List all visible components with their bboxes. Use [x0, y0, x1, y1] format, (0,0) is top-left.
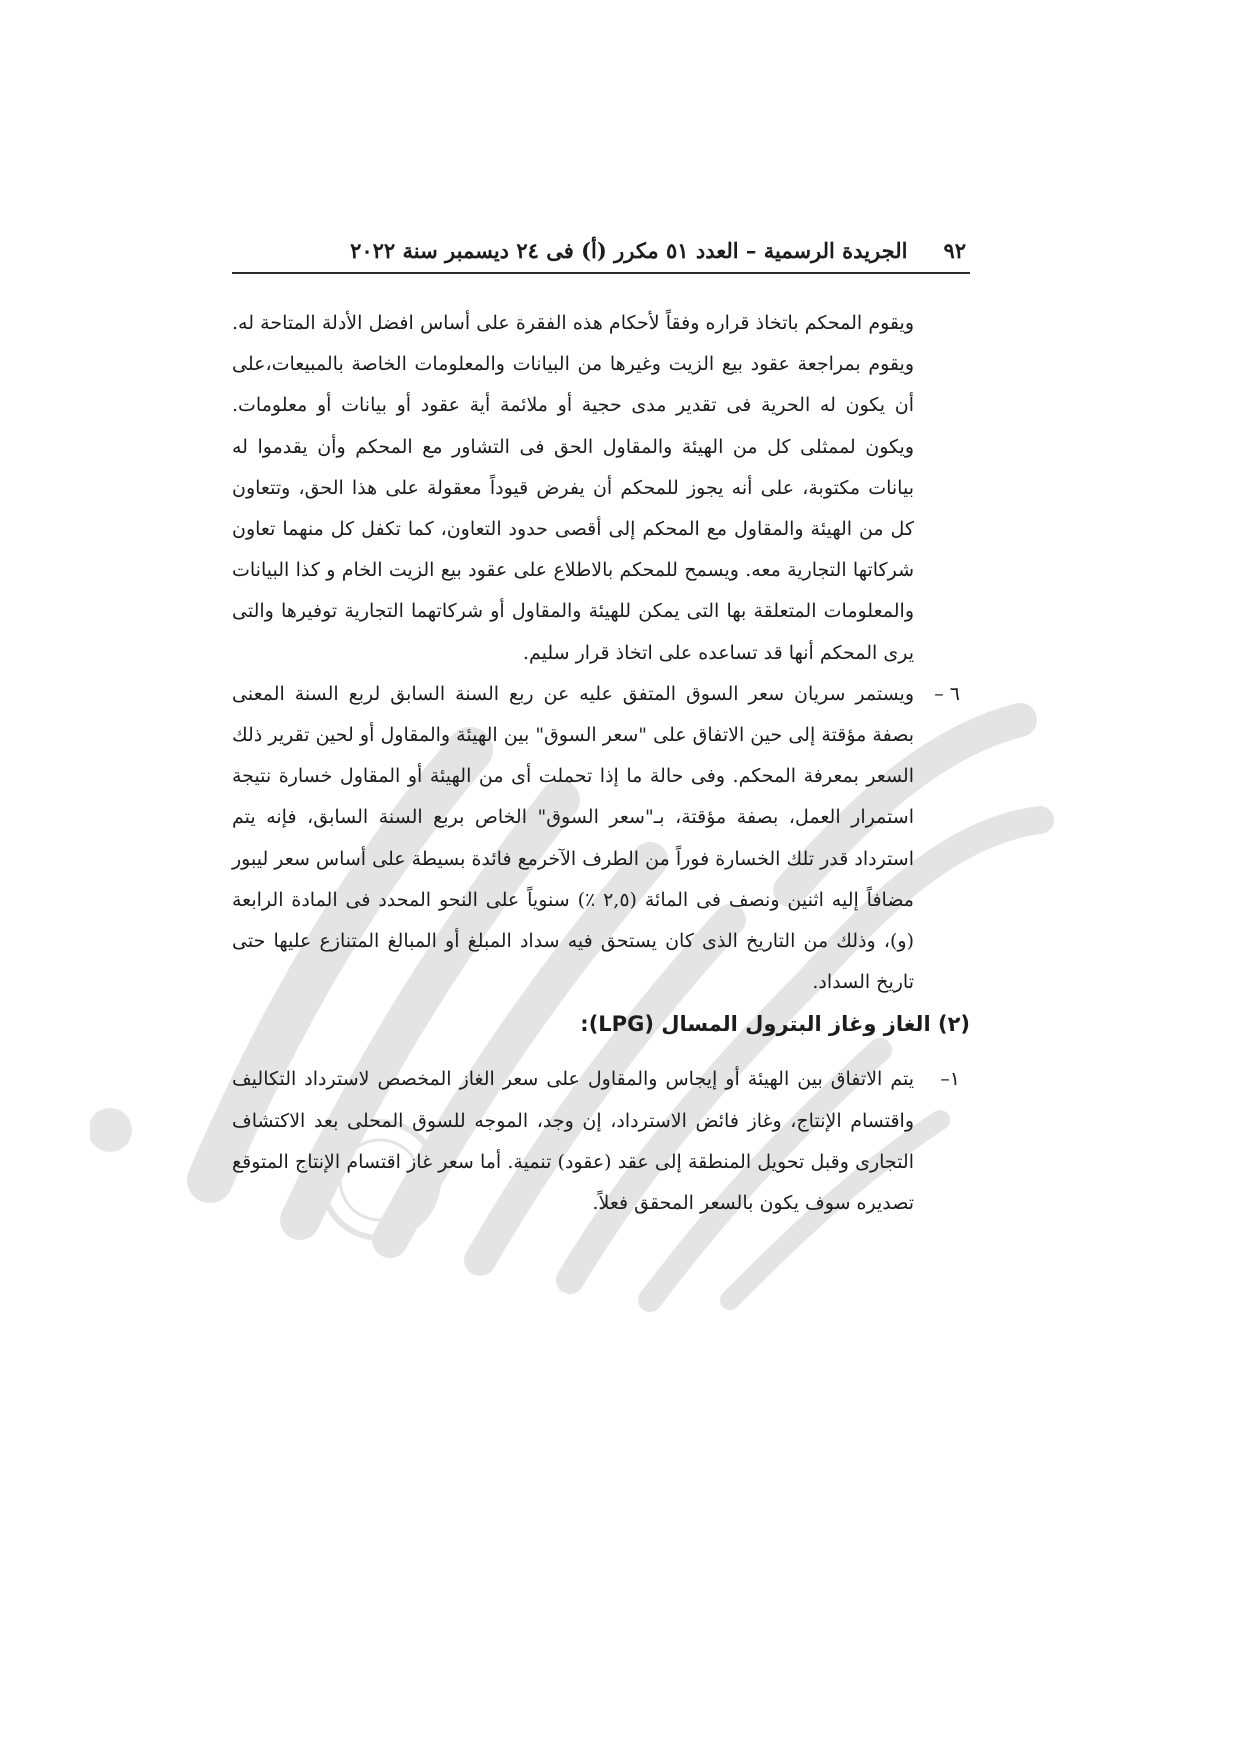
body-paragraph: ويقوم المحكم باتخاذ قراره وفقاً لأحكام هذه الفقرة على أساس افضل الأدلة المتاحة له. ويقوم بمراجعة عقود بيع الزيت وغيرها من البيانات والمعلومات الخاصة بالمبيعات،على أن يكون له الحرية فى تقدير مدى حجية أو ملائمة أية عقود أو بيانات أو معلومات. ويكون لممثلى كل من الهيئة والمقاول الحق فى التشاور مع المحكم وأن يقدموا له بيانات مكتوبة، على أنه يجوز للمحكم أن يفرض قيوداً معقولة على هذا الحق، وتتعاون كل من الهيئة والمقاول مع المحكم إلى أقصى حدود التعاون، كما تكفل كل منهما تعاون شركاتها التجارية معه. ويسمح للمحكم بالاطلاع على عقود بيع الزيت الخام و كذا البيانات والمعلومات المتعلقة بها التى يمكن للهيئة والمقاول أو شركاتهما التجارية توفيرها والتى يرى المحكم أنها قد تساعده على اتخاذ قرار سليم. — [232, 312, 914, 664]
list-item-text: ويستمر سريان سعر السوق المتفق عليه عن ربع السنة السابق لربع السنة المعنى بصفة مؤقتة إلى حين الاتفاق على "سعر السوق" بين الهيئة والمقاول أو لحين تقرير ذلك السعر بمعرفة المحكم. وفى حالة ما إذا تحملت أى من الهيئة أو المقاول خسارة نتيجة استمرار العمل، بصفة مؤقتة، بـ"سعر السوق" الخاص بربع السنة السابق، فإنه يتم استرداد قدر تلك الخسارة فوراً من الطرف الآخرمع فائدة بسيطة على أساس سعر ليبور مضافاً إليه اثنين ونصف فى المائة (٢,٥ ٪) سنوياً على النحو المحدد فى المادة الرابعة (و)، وذلك من التاريخ الذى كان يستحق فيه سداد المبلغ أو المبالغ المتنازع عليها حتى تاريخ السداد. — [232, 682, 914, 994]
list-item-text: يتم الاتفاق بين الهيئة أو إيجاس والمقاول على سعر الغاز المخصص لاسترداد التكاليف واقتسام الإنتاج، وغاز فائض الاسترداد، إن وجد، الموجه للسوق المحلى بعد الاكتشاف التجارى وقبل تحويل المنطقة إلى عقد (عقود) تنمية. أما سعر غاز اقتسام الإنتاج المتوقع تصديره سوف يكون بالسعر المحقق فعلاً. — [232, 1068, 914, 1215]
list-item-marker: ١– — [940, 1068, 960, 1091]
running-title: الجريدة الرسمية – العدد ٥١ مكرر (أ) فى ٢٤ ديسمبر سنة ٢٠٢٢ — [350, 237, 908, 263]
page-header — [232, 228, 970, 274]
list-item-marker: ٦ – — [934, 682, 960, 705]
page-number: ٩٢ — [943, 237, 966, 263]
page-body — [232, 303, 970, 1224]
list-item — [232, 1059, 960, 1224]
section-heading: (٢) الغاز وغاز البترول المسال (LPG): — [580, 1012, 970, 1037]
list-item — [232, 674, 960, 1004]
